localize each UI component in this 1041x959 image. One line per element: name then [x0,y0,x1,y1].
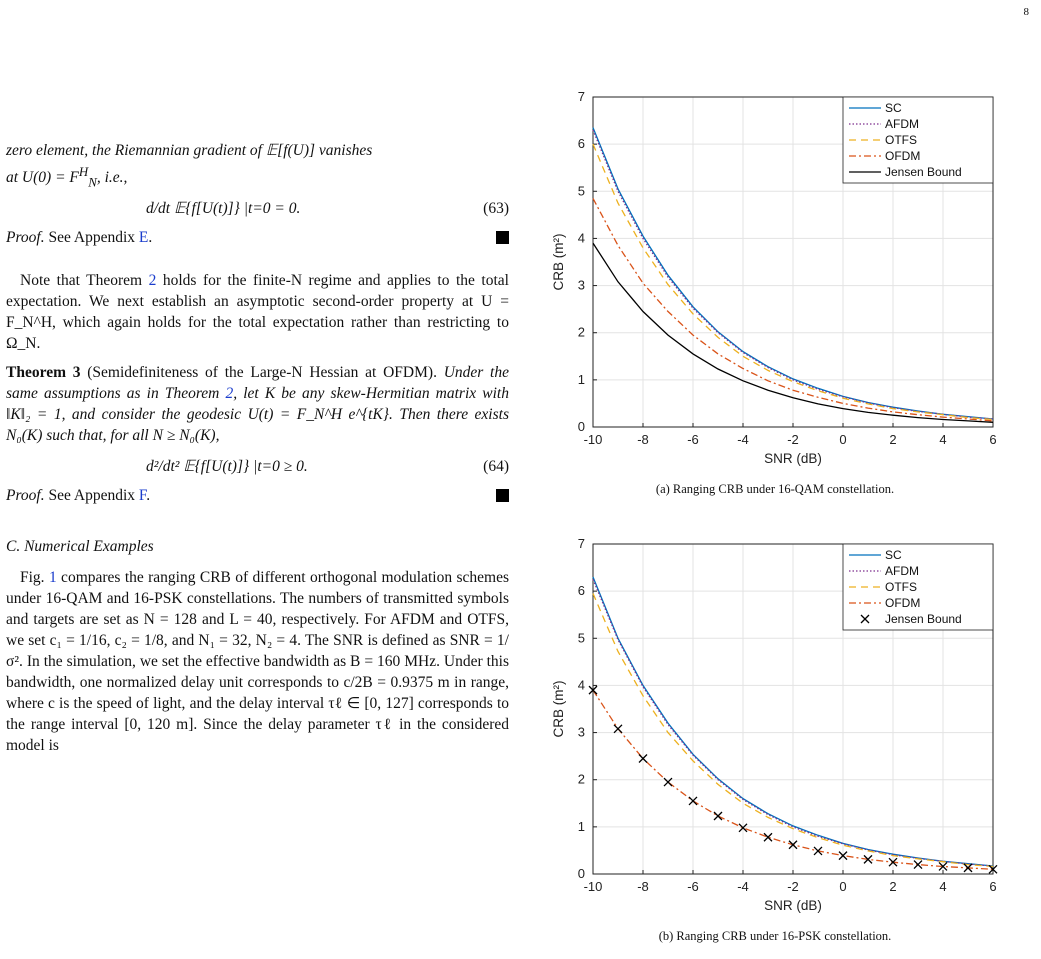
lemma-text-3: , i.e., [96,169,128,187]
legend-label: Jensen Bound [885,612,962,626]
theorem-3 [6,362,509,446]
proof-end: . [148,229,153,247]
proof-label: Proof. [6,487,45,505]
qed-symbol [496,489,509,502]
proof-1 [6,227,509,248]
theorem-3-body-a: Under the same assumptions as in Theorem [6,364,509,403]
equation-64-number: (64) [483,458,509,476]
y-tick-label: 1 [577,371,585,387]
proof-text: See Appendix [44,487,139,505]
y-tick-label: 4 [577,677,585,693]
appendix-f-link[interactable]: F [138,487,147,505]
x-axis-label: SNR (dB) [764,451,822,466]
legend-label: OTFS [885,580,917,594]
y-tick-label: 0 [577,866,585,881]
text-column [6,140,509,756]
paragraph-theorem2-note [6,270,509,354]
paragraph-numerical [6,567,509,756]
theorem-3-body-b: , let K be any skew-Hermitian matrix with ‖K‖₂ = 1, and consider the geodesic U(t) = F_N^H e^{tK}. Then there exists N₀(K) such that, for all N ≥ N₀(K), [6,385,509,445]
theorem-3-title: Theorem 3 [6,364,81,382]
x-tick-label: -6 [687,879,699,894]
x-axis-label: SNR (dB) [764,898,822,913]
data-point-marker [914,861,922,869]
x-tick-label: -8 [637,879,649,894]
y-tick-label: 3 [577,277,585,293]
para1-body: holds for the finite-N regime and applies to the total expectation. We next establish an asymptotic second-order property at U = F_N^H, which again holds for the total expectation rather than restricting to Ω_N. [6,272,509,353]
legend-label: OTFS [885,133,917,147]
x-tick-label: 2 [889,432,897,447]
equation-64 [6,456,509,477]
legend-label: SC [885,101,902,115]
theorem-2-ref-link[interactable]: 2 [225,385,234,403]
page-number: 8 [1023,6,1029,18]
crb-chart-psk [545,532,1005,922]
y-tick-label: 4 [577,230,585,246]
x-tick-label: 0 [839,879,847,894]
x-tick-label: 6 [989,879,997,894]
x-tick-label: 0 [839,432,847,447]
x-tick-label: -4 [737,432,749,447]
legend-label: AFDM [885,117,919,131]
lemma-tail [6,140,509,192]
x-tick-label: 6 [989,432,997,447]
x-tick-label: -4 [737,879,749,894]
caption-b: (b) Ranging CRB under 16-PSK constellation. [658,929,892,943]
legend-label: OFDM [885,596,921,610]
y-tick-label: 0 [577,419,585,434]
x-tick-label: -2 [787,432,799,447]
lemma-sup: H [78,164,89,179]
x-tick-label: 2 [889,879,897,894]
y-tick-label: 2 [577,324,585,340]
y-axis-label: CRB (m²) [551,233,566,291]
x-tick-label: 4 [939,879,947,894]
proof-end: . [146,487,151,505]
section-heading: C. Numerical Examples [6,538,154,556]
x-tick-label: -2 [787,879,799,894]
equation-63-body: d/dt 𝔼{f[U(t)]} |t=0 = 0. [146,200,301,218]
data-point-marker [614,725,622,733]
theorem-3-name: (Semidefiniteness of the Large-N Hessian at OFDM). [80,364,437,382]
x-tick-label: -10 [583,879,603,894]
y-tick-label: 3 [577,724,585,740]
legend-label: OFDM [885,149,921,163]
y-tick-label: 7 [577,536,585,551]
proof-text: See Appendix [44,229,139,247]
figure-1-link[interactable]: 1 [48,569,57,587]
caption-a: (a) Ranging CRB under 16-QAM constellation. [655,482,895,496]
qed-symbol [496,231,509,244]
x-tick-label: -8 [637,432,649,447]
x-tick-label: -10 [583,432,603,447]
theorem-2-link[interactable]: 2 [148,272,157,290]
legend-label: Jensen Bound [885,165,962,179]
y-tick-label: 5 [577,630,585,646]
data-point-marker [764,833,772,841]
equation-64-body: d²/dt² 𝔼{f[U(t)]} |t=0 ≥ 0. [146,458,308,476]
lemma-sub: N [88,174,97,190]
para1-start: Note that Theorem [20,272,149,290]
legend-label: AFDM [885,564,919,578]
proof-2 [6,485,509,506]
y-tick-label: 6 [577,136,585,152]
legend-label: SC [885,548,902,562]
equation-63 [6,198,509,219]
equation-63-number: (63) [483,200,509,218]
y-tick-label: 2 [577,771,585,787]
lemma-text-1: zero element, the Riemannian gradient of 𝔼[f(U)] vanishes [6,142,373,159]
proof-label: Proof. [6,229,45,247]
appendix-e-link[interactable]: E [138,229,149,247]
y-tick-label: 1 [577,818,585,834]
y-tick-label: 7 [577,89,585,104]
para2-start: Fig. [20,569,49,587]
data-point-marker [714,812,722,820]
y-tick-label: 6 [577,583,585,599]
y-tick-label: 5 [577,183,585,199]
crb-chart-qam [545,85,1005,475]
y-axis-label: CRB (m²) [551,680,566,738]
x-tick-label: -6 [687,432,699,447]
para2-body: compares the ranging CRB of different orthogonal modulation schemes under 16-QAM and 16-PSK constellations. The numbers of transmitted symbols and targets are set as N = 128 and L = 40, respectively. For AFDM and OTFS, we set c₁ = 1/16, c₂ = 1/8, and N₁ = 32, N₂ = 4. The SNR is defined as SNR = 1/σ². In the simulation, we set the effective bandwidth as B = 160 MHz. Under this bandwidth, one normalized delay unit corresponds to c/2B = 0.9375 m in range, where c is the speed of light, and the delay interval τℓ ∈ [0, 127] corresponds to the range interval [0, 120 m]. Since the delay parameter τℓ in the considered model is [6,569,509,755]
lemma-text-2: at U(0) = F [6,169,79,187]
x-tick-label: 4 [939,432,947,447]
